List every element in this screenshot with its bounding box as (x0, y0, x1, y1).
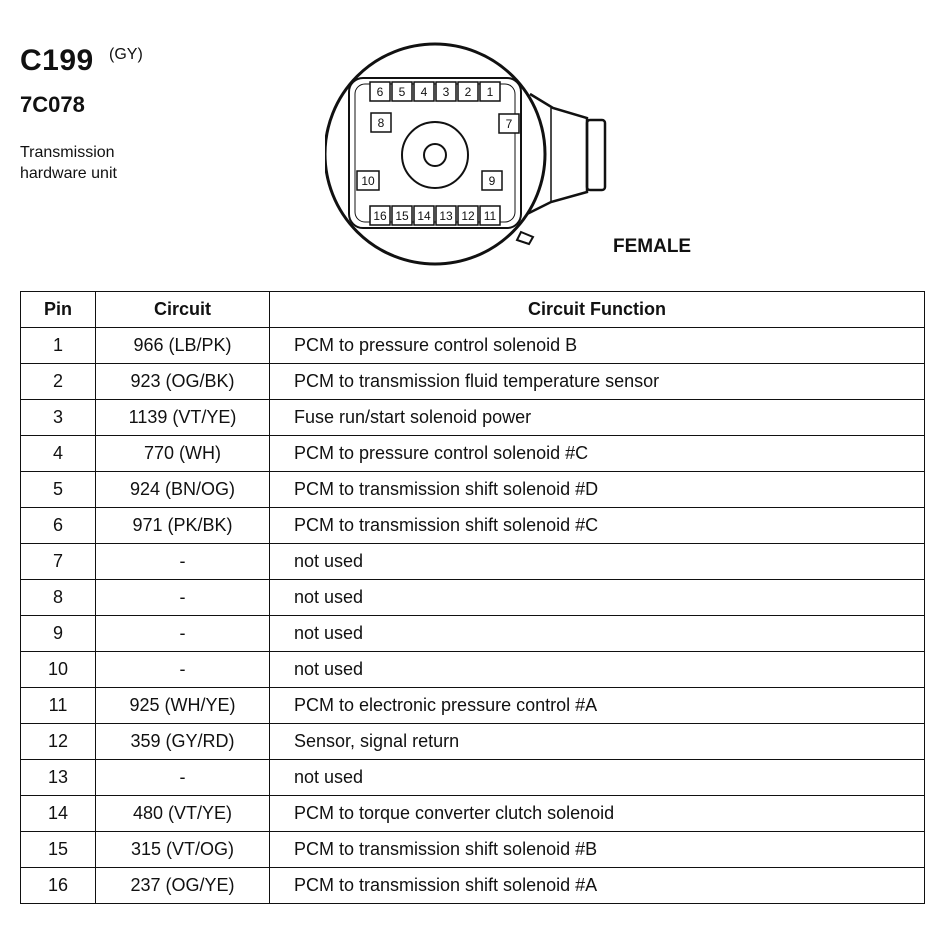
function-cell: not used (270, 760, 925, 796)
circuit-cell: 315 (VT/OG) (96, 832, 270, 868)
function-cell: not used (270, 616, 925, 652)
circuit-cell: 1139 (VT/YE) (96, 400, 270, 436)
circuit-cell: 971 (PK/BK) (96, 508, 270, 544)
pin-cell: 15 (21, 832, 96, 868)
pin-label-11: 11 (483, 209, 497, 223)
function-cell: PCM to pressure control solenoid #C (270, 436, 925, 472)
pinout-table (20, 291, 925, 904)
function-cell: PCM to pressure control solenoid B (270, 328, 925, 364)
table-row (21, 544, 925, 580)
table-row (21, 400, 925, 436)
circuit-cell: 966 (LB/PK) (96, 328, 270, 364)
circuit-cell: 237 (OG/YE) (96, 868, 270, 904)
function-cell: PCM to transmission shift solenoid #D (270, 472, 925, 508)
pin-label-8: 8 (377, 116, 385, 130)
circuit-cell: 480 (VT/YE) (96, 796, 270, 832)
table-row (21, 508, 925, 544)
table-row (21, 616, 925, 652)
pin-cell: 6 (21, 508, 96, 544)
pin-label-12: 12 (461, 209, 475, 223)
pin-label-1: 1 (486, 85, 494, 99)
description-line-2: hardware unit (20, 165, 117, 182)
pin-label-4: 4 (420, 85, 428, 99)
table-row (21, 436, 925, 472)
table-header-row (21, 292, 925, 328)
table-row (21, 868, 925, 904)
table-row (21, 760, 925, 796)
function-cell: Fuse run/start solenoid power (270, 400, 925, 436)
column-header-pin: Pin (21, 292, 96, 328)
circuit-cell: 770 (WH) (96, 436, 270, 472)
circuit-cell: - (96, 760, 270, 796)
pin-label-2: 2 (464, 85, 472, 99)
pin-cell: 13 (21, 760, 96, 796)
description-line-1: Transmission (20, 144, 115, 161)
pin-cell: 14 (21, 796, 96, 832)
function-cell: PCM to transmission shift solenoid #B (270, 832, 925, 868)
table-row (21, 796, 925, 832)
pin-cell: 7 (21, 544, 96, 580)
circuit-cell: 924 (BN/OG) (96, 472, 270, 508)
table-row (21, 652, 925, 688)
pin-cell: 5 (21, 472, 96, 508)
column-header-function: Circuit Function (270, 292, 925, 328)
pin-cell: 2 (21, 364, 96, 400)
pin-cell: 8 (21, 580, 96, 616)
function-cell: not used (270, 580, 925, 616)
pin-cell: 3 (21, 400, 96, 436)
pin-label-16: 16 (373, 209, 387, 223)
circuit-cell: - (96, 580, 270, 616)
pin-label-13: 13 (439, 209, 453, 223)
part-number: 7C078 (20, 92, 85, 117)
pin-cell: 1 (21, 328, 96, 364)
pin-cell: 16 (21, 868, 96, 904)
circuit-cell: - (96, 616, 270, 652)
pin-label-7: 7 (505, 117, 513, 131)
table-row (21, 832, 925, 868)
pin-cell: 10 (21, 652, 96, 688)
pin-label-10: 10 (361, 174, 375, 188)
function-cell: not used (270, 544, 925, 580)
pin-label-3: 3 (442, 85, 450, 99)
table-row (21, 688, 925, 724)
circuit-cell: - (96, 652, 270, 688)
function-cell: PCM to electronic pressure control #A (270, 688, 925, 724)
table-row (21, 724, 925, 760)
pin-label-15: 15 (395, 209, 409, 223)
connector-id: C199 (20, 44, 94, 77)
pin-label-6: 6 (376, 85, 384, 99)
pin-cell: 4 (21, 436, 96, 472)
function-cell: PCM to transmission shift solenoid #A (270, 868, 925, 904)
pin-label-5: 5 (398, 85, 406, 99)
connector-description (20, 142, 180, 184)
table-row (21, 580, 925, 616)
pin-cell: 9 (21, 616, 96, 652)
function-cell: Sensor, signal return (270, 724, 925, 760)
table-row (21, 364, 925, 400)
table-row (21, 472, 925, 508)
column-header-circuit: Circuit (96, 292, 270, 328)
circuit-cell: 925 (WH/YE) (96, 688, 270, 724)
function-cell: not used (270, 652, 925, 688)
circuit-cell: - (96, 544, 270, 580)
circuit-cell: 359 (GY/RD) (96, 724, 270, 760)
pin-label-14: 14 (417, 209, 431, 223)
pin-cell: 11 (21, 688, 96, 724)
pin-label-9: 9 (488, 174, 496, 188)
connector-gender-label: FEMALE (613, 236, 692, 257)
function-cell: PCM to transmission fluid temperature sensor (270, 364, 925, 400)
function-cell: PCM to torque converter clutch solenoid (270, 796, 925, 832)
circuit-cell: 923 (OG/BK) (96, 364, 270, 400)
pin-cell: 12 (21, 724, 96, 760)
connector-color-code: (GY) (109, 46, 143, 63)
function-cell: PCM to transmission shift solenoid #C (270, 508, 925, 544)
connector-face-diagram (325, 32, 615, 277)
table-row (21, 328, 925, 364)
